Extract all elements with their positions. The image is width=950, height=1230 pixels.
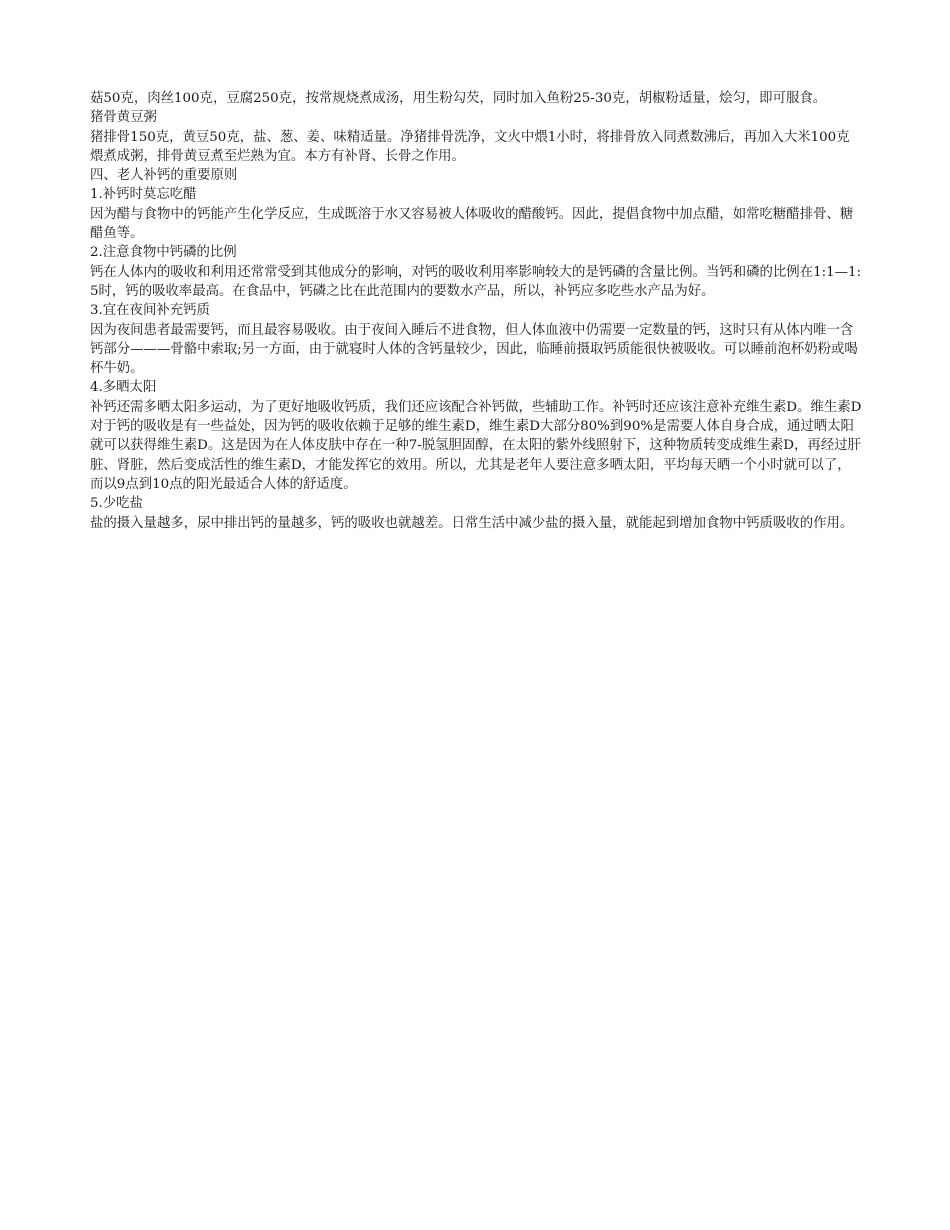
heading-vinegar: 1.补钙时莫忘吃醋 — [90, 187, 197, 203]
paragraph-night-calcium: 因为夜间患者最需要钙，而且最容易吸收。由于夜间入睡后不进食物，但人体血液中仍需要一定数量的钙，这时只有从体内唯一含钙部分———骨骼中索取;另一方面，由于就寝时人体的含钙量较少，因此，临睡前摄取钙质能很快被吸收。可以睡前泡杯奶粉或喝杯牛奶。 — [90, 322, 858, 377]
heading-calcium-phosphorus-ratio: 2.注意食物中钙磷的比例 — [90, 245, 237, 261]
paragraph-soup-recipe-end: 菇50克，肉丝100克，豆腐250克，按常规烧煮成汤，用生粉勾芡，同时加入鱼粉25-30克，胡椒粉适量，烩匀，即可服食。 — [90, 91, 827, 106]
paragraph-vinegar: 因为醋与食物中的钙能产生化学反应，生成既溶于水又容易被人体吸收的醋酸钙。因此，提倡食物中加点醋，如常吃糖醋排骨、糖醋鱼等。 — [90, 206, 854, 242]
section-heading-calcium-principles: 四、老人补钙的重要原则 — [90, 168, 238, 184]
paragraph-sunshine: 补钙还需多晒太阳多运动，为了更好地吸收钙质，我们还应该配合补钙做，些辅助工作。补钙时还应该注意补充维生素D。维生素D对于钙的吸收是有一些益处，因为钙的吸收依赖于足够的维生素D，维生素D大部分80%到90%是需要人体自身合成，通过晒太阳就可以获得维生素D。这是因为在人体皮肤中存在一种7-脱氢胆固醇，在太阳的紫外线照射下，这种物质转变成维生素D，再经过肝脏、肾脏，然后变成活性的维生素D，才能发挥它的效用。所以，尤其是老年人要注意多晒太阳，平均每天晒一个小时就可以了，而以9点到10点的阳光最适合人体的舒适度。 — [90, 399, 862, 492]
document-page — [90, 89, 862, 533]
heading-pork-bone-soybean-porridge: 猪骨黄豆粥 — [90, 110, 157, 126]
paragraph-calcium-phosphorus-ratio: 钙在人体内的吸收和利用还常常受到其他成分的影响，对钙的吸收利用率影响较大的是钙磷的含量比例。当钙和磷的比例在1:1—1:5时，钙的吸收率最高。在食品中，钙磷之比在此范围内的要数水产品，所以，补钙应多吃些水产品为好。 — [90, 264, 862, 299]
heading-less-salt: 5.少吃盐 — [90, 496, 143, 512]
paragraph-less-salt: 盐的摄入量越多，尿中排出钙的量越多，钙的吸收也就越差。日常生活中减少盐的摄入量，就能起到增加食物中钙质吸收的作用。 — [90, 515, 854, 531]
paragraph-pork-bone-soybean-porridge: 猪排骨150克，黄豆50克，盐、葱、姜、味精适量。净猪排骨洗净，文火中煨1小时，将排骨放入同煮数沸后，再加入大米100克煨煮成粥，排骨黄豆煮至烂熟为宜。本方有补肾、长骨之作用。 — [90, 129, 850, 164]
heading-night-calcium: 3.宜在夜间补充钙质 — [90, 303, 210, 319]
heading-sunshine: 4.多晒太阳 — [90, 380, 157, 396]
